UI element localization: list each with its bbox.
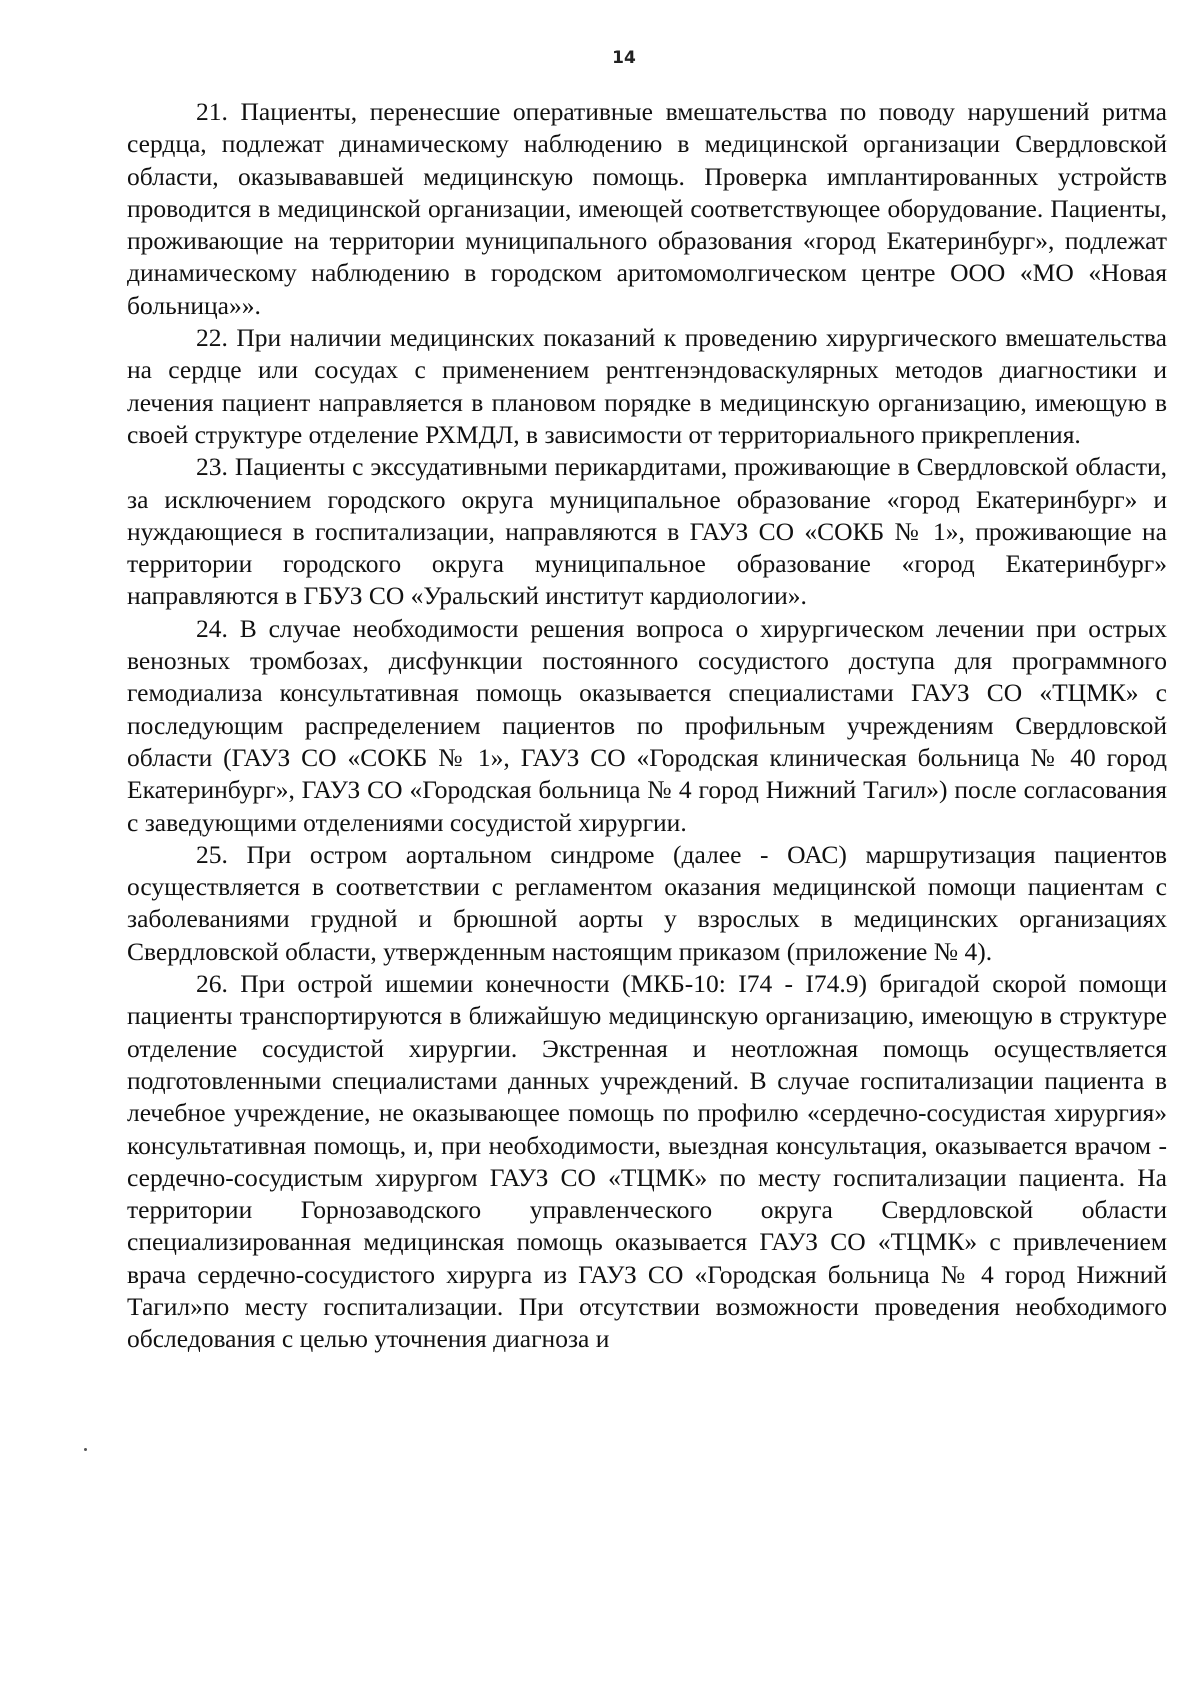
- document-body: [127, 96, 1167, 1356]
- page-number: 14: [612, 48, 636, 68]
- scan-speck: [84, 1448, 87, 1451]
- paragraph-21: 21. Пациенты, перенесшие оперативные вмешательства по поводу нарушений ритма сердца, подлежат динамическому наблюдению в медицинской организации Свердловской области, оказывававшей медицинскую помощь. Проверка имплантированных устройств проводится в медицинской организации, имеющей соответствующее оборудование. Пациенты, проживающие на территории муниципального образования «город Екатеринбург», подлежат динамическому наблюдению в городском аритомомолгическом центре ООО «МО «Новая больница»».: [127, 97, 1167, 320]
- paragraph-25: 25. При остром аортальном синдроме (далее - ОАС) маршрутизация пациентов осуществляется в соответствии с регламентом оказания медицинской помощи пациентам с заболеваниями грудной и брюшной аорты у взрослых в медицинских организациях Свердловской области, утвержденным настоящим приказом (приложение № 4).: [127, 839, 1167, 966]
- paragraph-22: 22. При наличии медицинских показаний к проведению хирургического вмешательства на сердце или сосудах с применением рентгенэндоваскулярных методов диагностики и лечения пациент направляется в плановом порядке в медицинскую организацию, имеющую в своей структуре отделение РХМДЛ, в зависимости от территориального прикрепления.: [127, 323, 1167, 449]
- paragraph-23: 23. Пациенты с экссудативными перикардитами, проживающие в Свердловской области, за исключением городского округа муниципальное образование «город Екатеринбург» и нуждающиеся в госпитализации, направляются в ГАУЗ СО «СОКБ № 1», проживающие на территории городского округа муниципальное образование «город Екатеринбург» направляются в ГБУЗ СО «Уральский институт кардиологии».: [127, 452, 1167, 611]
- paragraph-26: 26. При острой ишемии конечности (МКБ-10: I74 - I74.9) бригадой скорой помощи пациенты транспортируются в ближайшую медицинскую организацию, имеющую в структуре отделение сосудистой хирургии. Экстренная и неотложная помощь осуществляется подготовленными специалистами данных учреждений. В случае госпитализации пациента в лечебное учреждение, не оказывающее помощь по профилю «сердечно-сосудистая хирургия» консультативная помощь, и, при необходимости, выездная консультация, оказывается врачом - сердечно-сосудистым хирургом ГАУЗ СО «ТЦМК» по месту госпитализации пациента. На территории Горнозаводского управленческого округа Свердловской области специализированная медицинская помощь оказывается ГАУЗ СО «ТЦМК» с привлечением врача сердечно-сосудистого хирурга из ГАУЗ СО «Городская больница № 4 город Нижний Тагил»по месту госпитализации. При отсутствии возможности проведения необходимого обследования с целью уточнения диагноза и: [127, 969, 1167, 1354]
- paragraph-24: 24. В случае необходимости решения вопроса о хирургическом лечении при острых венозных тромбозах, дисфункции постоянного сосудистого доступа для программного гемодиализа консультативная помощь оказывается специалистами ГАУЗ СО «ТЦМК» с последующим распределением пациентов по профильным учреждениям Свердловской области (ГАУЗ СО «СОКБ № 1», ГАУЗ СО «Городская клиническая больница № 40 город Екатеринбург», ГАУЗ СО «Городская больница № 4 город Нижний Тагил») после согласования с заведующими отделениями сосудистой хирургии.: [127, 613, 1167, 837]
